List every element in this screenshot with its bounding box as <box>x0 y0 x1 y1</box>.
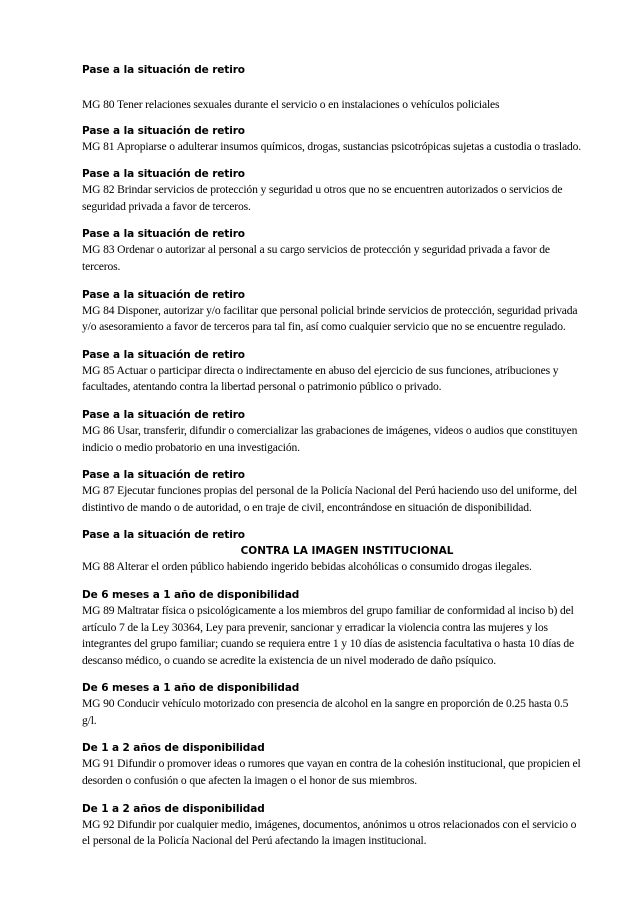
sanction-heading: De 6 meses a 1 año de disponibilidad <box>82 682 300 695</box>
infraction-block <box>82 287 582 336</box>
sanction-heading: De 1 a 2 años de disponibilidad <box>82 742 265 755</box>
infraction-block <box>82 407 582 456</box>
infraction-text: MG 86 Usar, transferir, difundir o comercializar las grabaciones de imágenes, videos o audios que constituyen indicio o medio probatorio en una investigación. <box>82 423 578 454</box>
infraction-block <box>82 97 582 114</box>
sanction-heading: De 6 meses a 1 año de disponibilidad <box>82 588 300 601</box>
sanction-heading: Pase a la situación de retiro <box>82 408 245 421</box>
sanction-heading: Pase a la situación de retiro <box>82 124 245 137</box>
sanction-heading: Pase a la situación de retiro <box>82 469 245 482</box>
sanction-heading: Pase a la situación de retiro <box>82 529 245 542</box>
sanction-heading: De 1 a 2 años de disponibilidad <box>82 802 265 815</box>
infraction-text: MG 82 Brindar servicios de protección y seguridad u otros que no se encuentren autorizados o servicios de seguridad privada a favor de terceros. <box>82 183 563 213</box>
infraction-text: MG 81 Apropiarse o adulterar insumos químicos, drogas, sustancias psicotrópicas sujetas a custodia o traslado. <box>82 139 581 153</box>
infraction-text: MG 91 Difundir o promover ideas o rumores que vayan en contra de la cohesión institucional, que propicien el desorden o confusión o que afecten la imagen o el honor de sus miembros. <box>82 757 581 788</box>
infraction-block <box>82 347 582 396</box>
sanction-heading: Pase a la situación de retiro <box>82 348 245 361</box>
infraction-block <box>82 166 582 215</box>
sanction-block <box>82 62 582 78</box>
sanction-heading: Pase a la situación de retiro <box>82 288 245 301</box>
infraction-text: MG 87 Ejecutar funciones propias del personal de la Policía Nacional del Perú haciendo uso del uniforme, del distintivo de mando o de autoridad, o en traje de civil, encontrándose en situación de disponibilidad. <box>82 484 578 514</box>
infraction-block <box>82 467 582 516</box>
sanction-heading: Pase a la situación de retiro <box>82 228 245 241</box>
infraction-block <box>82 226 582 275</box>
infraction-text: MG 80 Tener relaciones sexuales durante el servicio o en instalaciones o vehículos policiales <box>82 98 500 111</box>
infraction-text: MG 84 Disponer, autorizar y/o facilitar que personal policial brinde servicios de protección, seguridad privada y/o asesoramiento a favor de terceros para tal fin, así como cualquier servicio que no se encuentre regulado. <box>82 303 578 334</box>
infraction-text: MG 83 Ordenar o autorizar al personal a su cargo servicios de protección y seguridad privada a favor de terceros. <box>82 243 550 273</box>
sanction-heading: Pase a la situación de retiro <box>82 168 245 181</box>
infraction-text: MG 88 Alterar el orden público habiendo ingerido bebidas alcohólicas o consumido drogas ilegales. <box>82 560 532 574</box>
infraction-block <box>82 680 582 729</box>
infraction-block <box>82 587 582 669</box>
sanction-heading: Pase a la situación de retiro <box>82 64 245 76</box>
infraction-block <box>82 801 582 850</box>
infraction-block <box>82 527 582 576</box>
document-body <box>82 62 582 850</box>
infraction-text: MG 92 Difundir por cualquier medio, imágenes, documentos, anónimos u otros relacionados con el servicio o el personal de la Policía Nacional del Perú afectando la imagen institucional. <box>82 817 577 848</box>
infraction-text: MG 85 Actuar o participar directa o indirectamente en abuso del ejercicio de sus funciones, atribuciones y facultades, atentando contra la libertad personal o patrimonio público o privado. <box>82 363 559 394</box>
infraction-text: MG 90 Conducir vehículo motorizado con presencia de alcohol en la sangre en proporción de 0.25 hasta 0.5 g/l. <box>82 697 569 727</box>
infraction-text: MG 89 Maltratar física o psicológicamente a los miembros del grupo familiar de conformidad al inciso b) del artículo 7 de la Ley 30364, Ley para prevenir, sancionar y erradicar la violencia contra las mujeres y los integrantes del grupo familiar; cuando se requiera entre 1 y 10 días de asistencia facultativa o hasta 10 días de descanso médico, o cuando se acredite la existencia de un nivel moderado de daño psíquico. <box>82 603 575 667</box>
section-title: CONTRA LA IMAGEN INSTITUCIONAL <box>240 545 454 558</box>
infraction-block <box>82 123 582 156</box>
infraction-block <box>82 740 582 789</box>
